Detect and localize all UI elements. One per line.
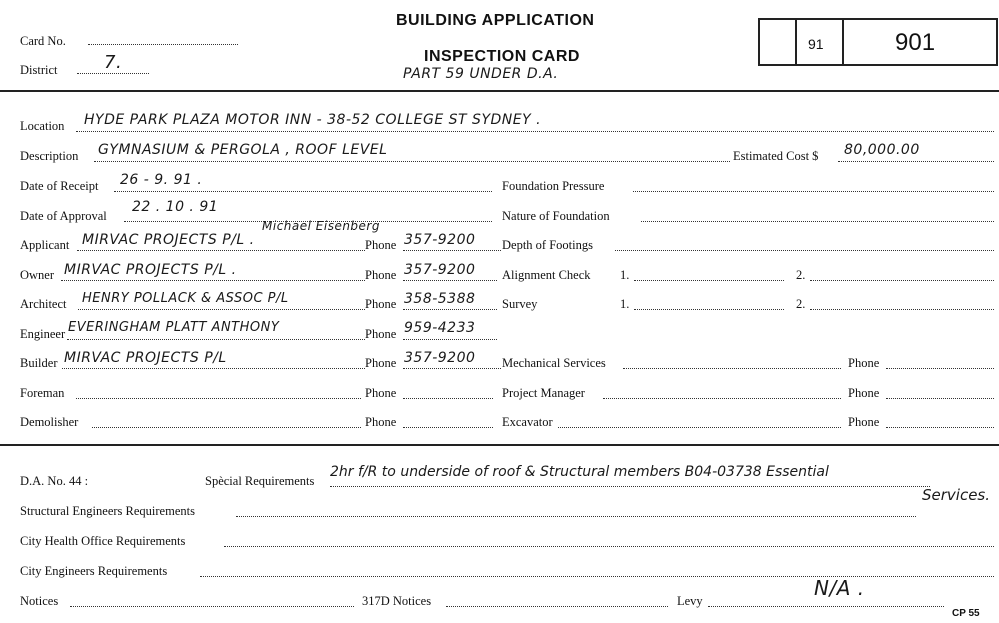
location-label: Location bbox=[20, 119, 65, 133]
location-value: HYDE PARK PLAZA MOTOR INN - 38-52 COLLEGE ST SYDNEY . bbox=[84, 112, 542, 128]
city-health-line[interactable] bbox=[224, 546, 994, 547]
project-manager-label: Project Manager bbox=[502, 386, 585, 400]
card-no-line[interactable] bbox=[88, 44, 238, 45]
foundation-pressure-label: Foundation Pressure bbox=[502, 179, 605, 193]
alignment-check-2-label: 2. bbox=[796, 268, 806, 282]
foreman-line[interactable] bbox=[76, 398, 361, 399]
description-line[interactable] bbox=[94, 161, 730, 162]
location-line[interactable] bbox=[76, 131, 994, 132]
structural-engineers-line[interactable] bbox=[236, 516, 916, 517]
special-requirements-label: Spècial Requirements bbox=[205, 474, 315, 488]
builder-value: MIRVAC PROJECTS P/L bbox=[64, 350, 227, 366]
builder-phone-line[interactable] bbox=[403, 368, 501, 369]
project-manager-phone-line[interactable] bbox=[886, 398, 994, 399]
survey-1-line[interactable] bbox=[634, 309, 784, 310]
city-engineers-label: City Engineers Requirements bbox=[20, 564, 168, 578]
notices-317d-label: 317D Notices bbox=[362, 594, 432, 608]
applicant-label: Applicant bbox=[20, 238, 70, 252]
survey-1-label: 1. bbox=[620, 297, 630, 311]
date-of-approval-value: 22 . 10 . 91 bbox=[132, 199, 219, 215]
survey-2-label: 2. bbox=[796, 297, 806, 311]
engineer-label: Engineer bbox=[20, 327, 66, 341]
excavator-label: Excavator bbox=[502, 415, 553, 429]
excavator-phone-label: Phone bbox=[848, 415, 880, 429]
estimated-cost-value: 80,000.00 bbox=[844, 142, 920, 158]
project-manager-line[interactable] bbox=[603, 398, 841, 399]
mechanical-services-line[interactable] bbox=[623, 368, 841, 369]
special-requirements-line[interactable] bbox=[330, 486, 930, 487]
depth-of-footings-line[interactable] bbox=[615, 250, 994, 251]
district-label: District bbox=[20, 63, 58, 77]
architect-phone-line[interactable] bbox=[403, 309, 497, 310]
engineer-phone-line[interactable] bbox=[403, 339, 497, 340]
excavator-line[interactable] bbox=[558, 427, 841, 428]
notices-label: Notices bbox=[20, 594, 59, 608]
architect-value: HENRY POLLACK & ASSOC P/L bbox=[82, 291, 289, 306]
demolisher-line[interactable] bbox=[92, 427, 361, 428]
builder-phone-label: Phone bbox=[365, 356, 397, 370]
form-subtitle: INSPECTION CARD bbox=[424, 48, 580, 65]
nature-of-foundation-label: Nature of Foundation bbox=[502, 209, 610, 223]
depth-of-footings-label: Depth of Footings bbox=[502, 238, 593, 252]
architect-line[interactable] bbox=[78, 309, 365, 310]
owner-phone-label: Phone bbox=[365, 268, 397, 282]
form-code: CP 55 bbox=[952, 608, 980, 619]
box-small-number: 91 bbox=[808, 36, 824, 52]
demolisher-phone-label: Phone bbox=[365, 415, 397, 429]
estimated-cost-label: Estimated Cost $ bbox=[733, 149, 819, 163]
owner-line[interactable] bbox=[61, 280, 365, 281]
applicant-phone: 357-9200 bbox=[404, 232, 476, 248]
engineer-phone: 959-4233 bbox=[404, 320, 476, 336]
foreman-phone-line[interactable] bbox=[403, 398, 493, 399]
engineer-line[interactable] bbox=[67, 339, 365, 340]
levy-line[interactable] bbox=[708, 606, 944, 607]
architect-phone-label: Phone bbox=[365, 297, 397, 311]
alignment-check-2-line[interactable] bbox=[810, 280, 994, 281]
special-requirements-value-cont: Services. bbox=[922, 486, 991, 504]
foreman-label: Foreman bbox=[20, 386, 65, 400]
foundation-pressure-line[interactable] bbox=[633, 191, 994, 192]
date-of-receipt-line[interactable] bbox=[114, 191, 492, 192]
date-of-approval-label: Date of Approval bbox=[20, 209, 107, 223]
description-value: GYMNASIUM & PERGOLA , ROOF LEVEL bbox=[98, 142, 388, 158]
levy-label: Levy bbox=[677, 594, 703, 608]
description-label: Description bbox=[20, 149, 79, 163]
box-divider-2 bbox=[842, 18, 844, 66]
engineer-phone-label: Phone bbox=[365, 327, 397, 341]
owner-phone: 357-9200 bbox=[404, 262, 476, 278]
owner-phone-line[interactable] bbox=[403, 280, 497, 281]
district-line[interactable] bbox=[77, 73, 149, 74]
approver-signature: Michael Eisenberg bbox=[262, 219, 380, 233]
builder-line[interactable] bbox=[62, 368, 365, 369]
alignment-check-1-line[interactable] bbox=[634, 280, 784, 281]
city-health-label: City Health Office Requirements bbox=[20, 534, 186, 548]
middle-rule bbox=[0, 444, 999, 446]
architect-label: Architect bbox=[20, 297, 67, 311]
date-of-receipt-value: 26 - 9. 91 . bbox=[120, 172, 203, 188]
structural-engineers-label: Structural Engineers Requirements bbox=[20, 504, 195, 518]
district-value: 7. bbox=[104, 52, 123, 73]
demolisher-label: Demolisher bbox=[20, 415, 79, 429]
alignment-check-label: Alignment Check bbox=[502, 268, 591, 282]
city-engineers-line[interactable] bbox=[200, 576, 994, 577]
survey-label: Survey bbox=[502, 297, 538, 311]
survey-2-line[interactable] bbox=[810, 309, 994, 310]
da-number: D.A. No. 44 : bbox=[20, 474, 89, 488]
form-subtitle-handwritten: PART 59 UNDER D.A. bbox=[403, 66, 559, 82]
card-number-box bbox=[758, 18, 998, 66]
date-of-receipt-label: Date of Receipt bbox=[20, 179, 99, 193]
mechanical-services-phone-line[interactable] bbox=[886, 368, 994, 369]
special-requirements-value: 2hr f/R to underside of roof & Structural members B04-03738 Essential bbox=[330, 464, 829, 480]
notices-line[interactable] bbox=[70, 606, 354, 607]
owner-label: Owner bbox=[20, 268, 55, 282]
header-rule bbox=[0, 90, 999, 92]
card-no-label: Card No. bbox=[20, 34, 66, 48]
engineer-value: EVERINGHAM PLATT ANTHONY bbox=[68, 320, 280, 335]
applicant-line[interactable] bbox=[77, 250, 365, 251]
applicant-phone-label: Phone bbox=[365, 238, 397, 252]
owner-value: MIRVAC PROJECTS P/L . bbox=[64, 262, 237, 278]
applicant-phone-line[interactable] bbox=[403, 250, 501, 251]
project-manager-phone-label: Phone bbox=[848, 386, 880, 400]
foreman-phone-label: Phone bbox=[365, 386, 397, 400]
notices-317d-line[interactable] bbox=[446, 606, 668, 607]
excavator-phone-line[interactable] bbox=[886, 427, 994, 428]
applicant-value: MIRVAC PROJECTS P/L . bbox=[82, 232, 255, 248]
box-divider-1 bbox=[795, 18, 797, 66]
estimated-cost-line[interactable] bbox=[838, 161, 994, 162]
levy-value: N/A . bbox=[814, 576, 865, 600]
box-large-number: 901 bbox=[895, 29, 936, 56]
demolisher-phone-line[interactable] bbox=[403, 427, 493, 428]
mechanical-services-label: Mechanical Services bbox=[502, 356, 606, 370]
mechanical-services-phone-label: Phone bbox=[848, 356, 880, 370]
form-title: BUILDING APPLICATION bbox=[396, 12, 595, 29]
builder-label: Builder bbox=[20, 356, 58, 370]
nature-of-foundation-line[interactable] bbox=[641, 221, 994, 222]
builder-phone: 357-9200 bbox=[404, 350, 476, 366]
alignment-check-1-label: 1. bbox=[620, 268, 630, 282]
architect-phone: 358-5388 bbox=[404, 291, 476, 307]
